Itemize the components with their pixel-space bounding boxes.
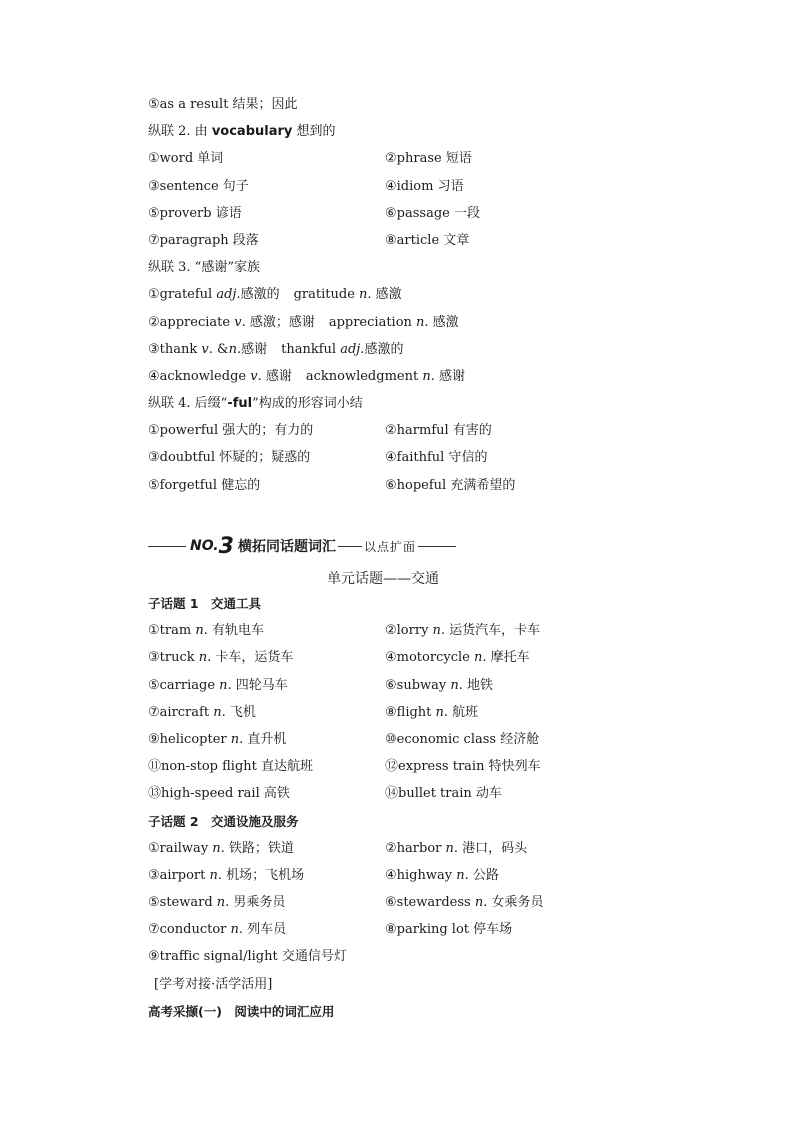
thanks-line-4: ④acknowledge v. 感谢 acknowledgment n. 感谢 [148, 368, 465, 384]
vocab-row [148, 203, 708, 230]
vocab-row [148, 729, 708, 756]
section-banner [148, 531, 568, 561]
thanks-line-1: ①grateful adj.感激的 gratitude n. 感激 [148, 287, 402, 303]
banner-rule-right [418, 546, 456, 547]
subtopic1-heading: 子话题 1 交通工具 [148, 596, 262, 611]
vocab-row [148, 148, 708, 175]
vocab-item: ①word 单词 [148, 151, 224, 167]
vocab-item: ②harmful 有害的 [385, 423, 492, 439]
vocab-item: ⑧article 文章 [385, 232, 470, 248]
vocab-item: ③truck n. 卡车，运货车 [148, 650, 294, 666]
vocab-item: ⑬high-speed rail 高铁 [148, 786, 290, 802]
vocab-row [148, 647, 708, 674]
vocab-item: ⑫express train 特快列车 [385, 759, 541, 775]
vocab-row [148, 865, 708, 892]
vocab-row [148, 892, 708, 919]
thanks-line-2: ②appreciate v. 感激；感谢 appreciation n. 感激 [148, 314, 459, 330]
vocab-item: ②phrase 短语 [385, 151, 472, 167]
group3-heading: 纵联 3. “感谢”家族 [148, 260, 260, 276]
vocab-item: ⑦aircraft n. 飞机 [148, 704, 256, 720]
vocab-item: ⑥passage 一段 [385, 205, 480, 221]
vocab-item: ⑤carriage n. 四轮马车 [148, 677, 288, 693]
vocab-row [148, 176, 708, 203]
vocab-item: ④motorcycle n. 摩托车 [385, 650, 530, 666]
vocab-lower-block [148, 593, 708, 1028]
gaokao-heading: 高考采撷(一) 阅读中的词汇应用 [148, 1003, 335, 1019]
vocab-item: ③sentence 句子 [148, 178, 249, 194]
group4-heading: 纵联 4. 后缀“-ful”构成的形容词小结 [148, 396, 363, 412]
traffic-signal-item: ⑨traffic signal/light 交通信号灯 [148, 949, 347, 965]
vocab-item: ④highway n. 公路 [385, 867, 499, 883]
vocab-row [148, 838, 708, 865]
vocab-item: ⑤steward n. 男乘务员 [148, 895, 286, 911]
vocab-row [148, 675, 708, 702]
section-number: 3 [218, 533, 234, 559]
vocab-item: ⑧parking lot 停车场 [385, 922, 513, 938]
section-subtitle: 以点扩面 [363, 539, 416, 554]
vocab-item: ⑦conductor n. 列车员 [148, 922, 287, 938]
vocab-item: ④idiom 习语 [385, 178, 464, 194]
vocab-item: ⑥hopeful 充满希望的 [385, 477, 516, 493]
vocab-item: ③airport n. 机场；飞机场 [148, 867, 305, 883]
vocab-item: ⑦paragraph 段落 [148, 232, 259, 248]
unit-topic-title: 单元话题——交通 [327, 571, 439, 587]
section-no: NO. [190, 538, 219, 554]
vocab-row [148, 230, 708, 257]
section-title: 横拓同话题词汇 [237, 539, 336, 555]
vocab-item: ①powerful 强大的；有力的 [148, 423, 314, 439]
vocab-item: ②lorry n. 运货汽车，卡车 [385, 623, 541, 639]
vocab-item: ④faithful 守信的 [385, 450, 488, 466]
subtopic2-heading: 子话题 2 交通设施及服务 [148, 813, 299, 829]
vocab-item: ⑤forgetful 健忘的 [148, 477, 261, 493]
group2-heading: 纵联 2. 由 vocabulary 想到的 [148, 124, 336, 140]
vocab-row [148, 447, 708, 474]
vocab-row [148, 420, 708, 447]
vocab-row [148, 756, 708, 783]
vocab-item: ②harbor n. 港口，码头 [385, 840, 528, 856]
vocab-row [148, 620, 708, 647]
result-line: ⑤as a result 结果；因此 [148, 97, 298, 112]
banner-rule-left [148, 546, 186, 547]
vocab-item: ①tram n. 有轨电车 [148, 623, 264, 639]
vocab-item: ⑩economic class 经济舱 [385, 731, 540, 747]
vocab-row [148, 919, 708, 946]
vocab-item: ⑭bullet train 动车 [385, 786, 502, 802]
vocab-item: ③doubtful 怀疑的；疑惑的 [148, 450, 311, 466]
vocab-item: ⑪non-stop flight 直达航班 [148, 759, 314, 775]
vocab-item: ⑥subway n. 地铁 [385, 677, 494, 693]
thanks-line-3: ③thank v. &n.感谢 thankful adj.感激的 [148, 341, 404, 357]
vocab-item: ①railway n. 铁路；铁道 [148, 840, 294, 856]
vocab-upper-block [148, 94, 708, 502]
vocab-row [148, 783, 708, 810]
vocab-item: ⑧flight n. 航班 [385, 704, 479, 720]
vocab-item: ⑤proverb 谚语 [148, 205, 242, 221]
vocab-row [148, 475, 708, 502]
vocab-item: ⑨helicopter n. 直升机 [148, 731, 287, 747]
vocab-row [148, 702, 708, 729]
banner-rule-mid [338, 546, 362, 547]
vocab-item: ⑥stewardess n. 女乘务员 [385, 895, 544, 911]
practice-heading: [学考对接·活学活用] [154, 976, 273, 992]
